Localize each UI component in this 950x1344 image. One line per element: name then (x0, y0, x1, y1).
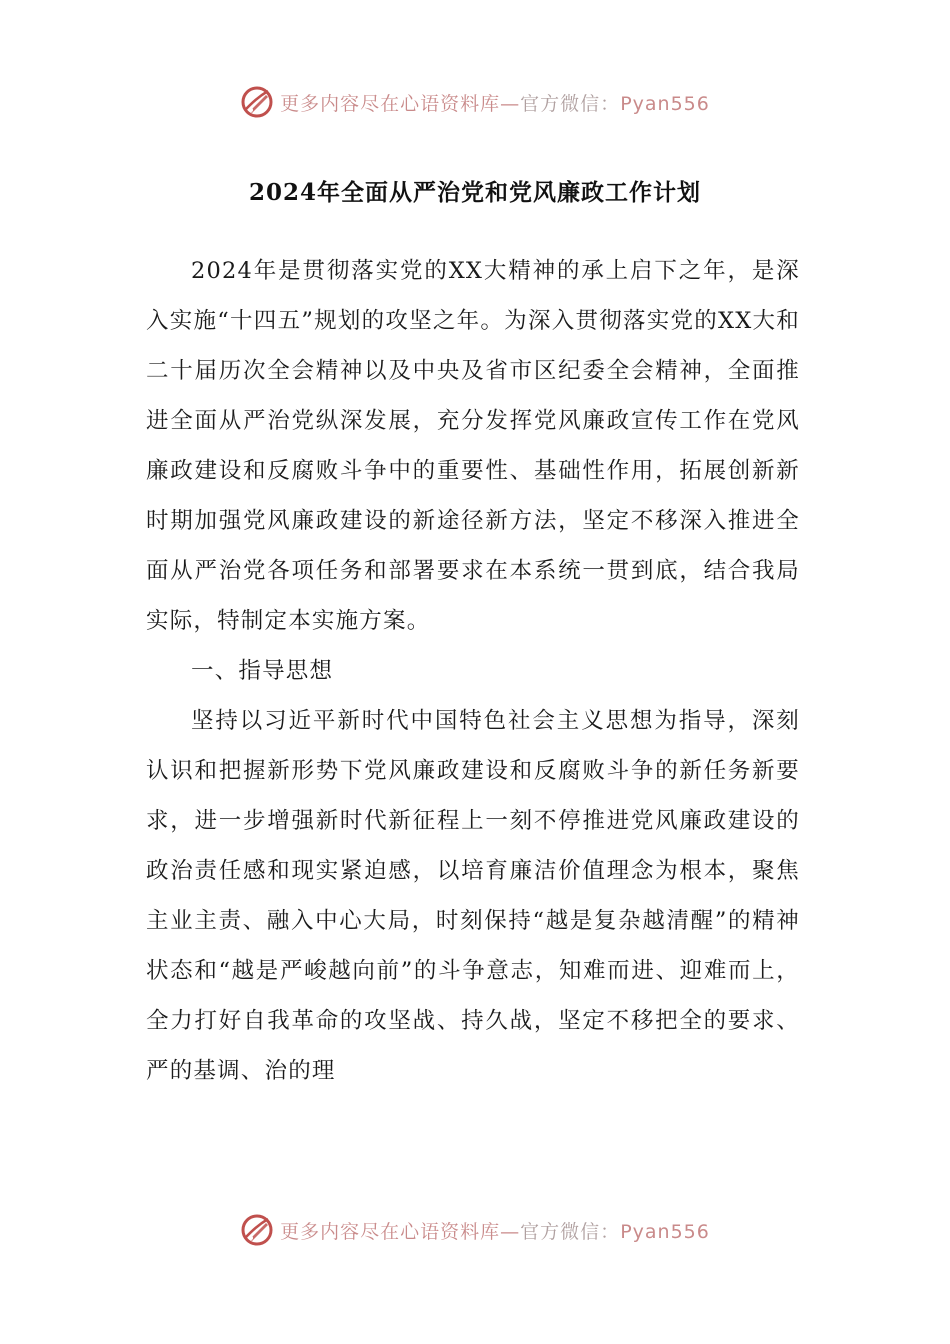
watermark-text (280, 89, 710, 116)
intro-paragraph: 2024年是贯彻落实党的XX大精神的承上启下之年，是深入实施“十四五”规划的攻坚之年。为深入贯彻落实党的XX大和二十届历次全会精神以及中央及省市区纪委全会精神，全面推进全面从严治党纵深发展，充分发挥党风廉政宣传工作在党风廉政建设和反腐败斗争中的重要性、基础性作用，拓展创新新时期加强党风廉政建设的新途径新方法，坚定不移深入推进全面从严治党各项任务和部署要求在本系统一贯到底，结合我局实际，特制定本实施方案。 (146, 258, 800, 634)
header-watermark (0, 82, 950, 122)
document-body (146, 246, 800, 1096)
watermark-main: 更多内容尽在心语资料库 (280, 1220, 501, 1243)
watermark-main: 更多内容尽在心语资料库 (280, 92, 501, 115)
watermark-dash: — (500, 1220, 521, 1243)
section-paragraph: 坚持以习近平新时代中国特色社会主义思想为指导，深刻认识和把握新形势下党风廉政建设和反腐败斗争的新任务新要求，进一步增强新时代新征程上一刻不停推进党风廉政建设的政治责任感和现实紧迫感，以培育廉洁价值理念为根本，聚焦主业主责、融入中心大局，时刻保持“越是复杂越清醒”的精神状态和“越是严峻越向前”的斗争意志，知难而进、迎难而上，全力打好自我革命的攻坚战、持久战，坚定不移把全的要求、严的基调、治的理 (146, 708, 800, 1084)
watermark-side: 官方微信： (520, 92, 621, 115)
watermark-id: Pyan556 (620, 1220, 710, 1243)
pen-logo-icon (240, 85, 274, 119)
watermark-dash: — (500, 92, 521, 115)
section-heading: 一、指导思想 (191, 658, 334, 684)
watermark-id: Pyan556 (620, 92, 710, 115)
pen-logo-icon (240, 1213, 274, 1247)
footer-watermark (0, 1210, 950, 1250)
watermark-side: 官方微信： (520, 1220, 621, 1243)
watermark-text (280, 1217, 710, 1244)
document-title: 2024年全面从严治党和党风廉政工作计划 (248, 179, 701, 206)
